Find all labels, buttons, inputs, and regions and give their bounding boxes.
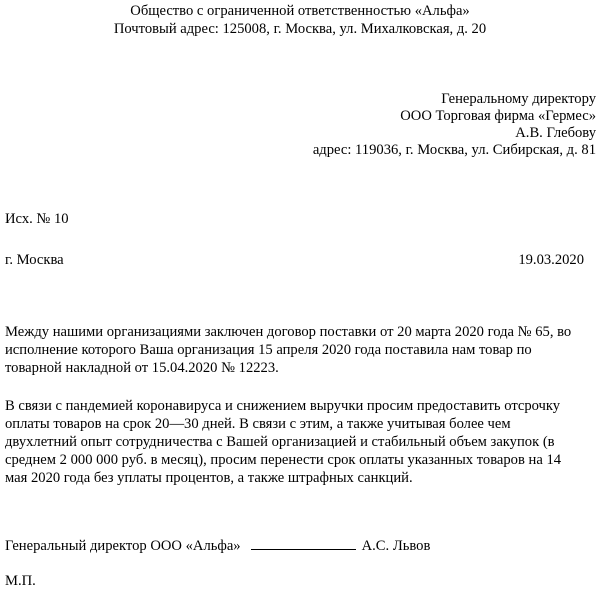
paragraph-2-line: В связи с пандемией коронавируса и снижением выручки просим предоставить отсрочку	[5, 398, 561, 414]
signature-title: Генеральный директор ООО «Альфа»	[5, 538, 241, 554]
recipient-person: А.В. Глебову	[515, 125, 596, 141]
signature-name: А.С. Львов	[361, 538, 431, 554]
paragraph-1-line: товарной накладной от 15.04.2020 № 12223.	[5, 360, 279, 376]
recipient-address: адрес: 119036, г. Москва, ул. Сибирская, д. 81	[312, 142, 596, 158]
outgoing-number: Исх. № 10	[5, 211, 69, 227]
paragraph-2-line: двухлетний опыт сотрудничества с Вашей организацией и стабильный объем закупок (в	[5, 434, 555, 450]
sender-address: Почтовый адрес: 125008, г. Москва, ул. Михалковская, д. 20	[113, 21, 487, 37]
paragraph-1-line: исполнение которого Ваша организация 15 апреля 2020 года поставила нам товар по	[5, 342, 532, 358]
stamp-label: М.П.	[5, 573, 36, 589]
city: г. Москва	[5, 252, 64, 268]
sender-name: Общество с ограниченной ответственностью «Альфа»	[130, 3, 470, 19]
paragraph-2-line: оплаты товаров на срок 20—30 дней. В связи с этим, а также учитывая более чем	[5, 416, 511, 432]
paragraph-2-line: мая 2020 года без уплаты процентов, а также штрафных санкций.	[5, 470, 413, 486]
paragraph-2-line: среднем 2 000 000 руб. в месяц), просим перенести срок оплаты указанных товаров на 14	[5, 452, 562, 468]
recipient-company: ООО Торговая фирма «Гермес»	[400, 108, 596, 124]
letter-date: 19.03.2020	[518, 252, 584, 268]
paragraph-1-line: Между нашими организациями заключен договор поставки от 20 марта 2020 года № 65, во	[5, 324, 572, 340]
signature-line	[251, 537, 356, 550]
paragraph-2	[5, 397, 595, 487]
signature-block	[5, 537, 430, 555]
recipient-position: Генеральному директору	[441, 91, 596, 107]
paragraph-1	[5, 323, 595, 377]
